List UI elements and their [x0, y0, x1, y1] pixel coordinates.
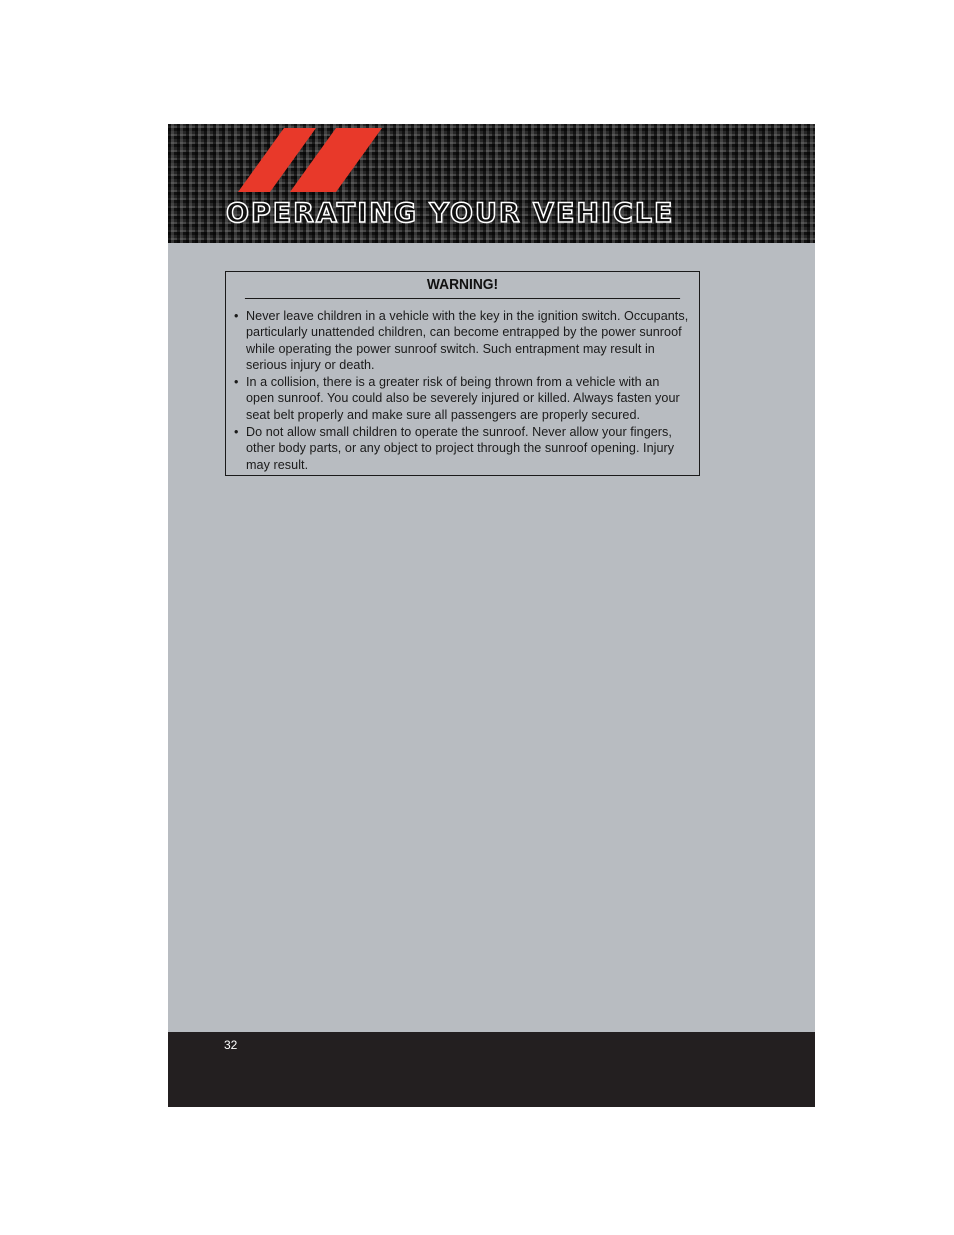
bullet-icon: •: [234, 425, 239, 440]
page-number: 32: [224, 1038, 238, 1052]
warning-heading: WARNING!: [245, 272, 680, 299]
section-title: OPERATING YOUR VEHICLE: [226, 198, 675, 229]
warning-item: [234, 374, 689, 423]
double-slash-stripes-icon: [238, 128, 388, 192]
warning-item: [234, 424, 689, 473]
warning-list: [226, 299, 699, 473]
warning-item-text: In a collision, there is a greater risk of being thrown from a vehicle with an open sunroof. You could also be severely injured or killed. Always fasten your seat belt properly and make sure all passengers are properly secured.: [246, 375, 680, 422]
page-footer: [168, 1032, 815, 1107]
warning-box: [225, 271, 700, 476]
warning-item-text: Never leave children in a vehicle with the key in the ignition switch. Occupants, particularly unattended children, can become entrapped by the power sunroof while operating the power sunroof switch. Such entrapment may result in serious injury or death.: [246, 309, 689, 372]
section-header: [168, 124, 815, 243]
warning-item: [234, 308, 689, 373]
warning-item-text: Do not allow small children to operate the sunroof. Never allow your fingers, other body parts, or any object to project through the sunroof opening. Injury may result.: [246, 425, 675, 472]
manual-page: [168, 124, 815, 1107]
bullet-icon: •: [234, 309, 239, 323]
bullet-icon: •: [234, 375, 239, 390]
